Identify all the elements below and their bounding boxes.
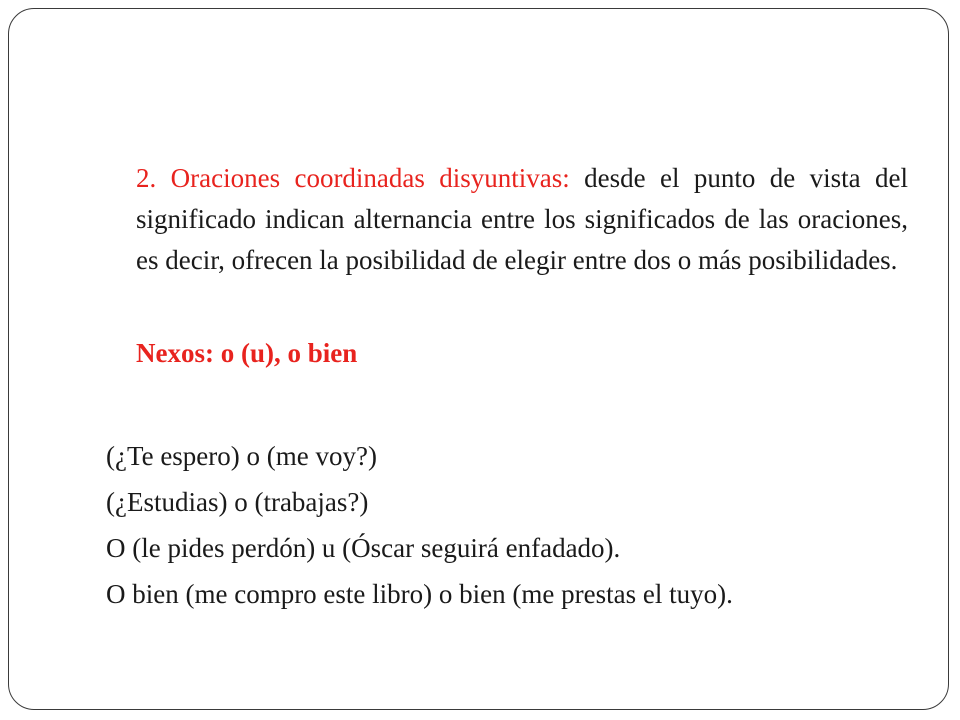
definition-paragraph bbox=[136, 158, 908, 281]
definition-text: desde el punto de vista del significado indican alternancia entre los significados de las oraciones, es decir, ofrecen la posibilidad de elegir entre dos o más posibilidades. bbox=[136, 163, 908, 275]
definition-heading: 2. Oraciones coordinadas disyuntivas: bbox=[136, 163, 570, 193]
examples-list bbox=[106, 433, 733, 617]
example-item: O (le pides perdón) u (Óscar seguirá enfadado). bbox=[106, 533, 621, 563]
nexos-line: Nexos: o (u), o bien bbox=[136, 338, 358, 368]
example-item: O bien (me compro este libro) o bien (me prestas el tuyo). bbox=[106, 579, 733, 609]
example-item: (¿Te espero) o (me voy?) bbox=[106, 441, 377, 471]
example-item: (¿Estudias) o (trabajas?) bbox=[106, 487, 369, 517]
